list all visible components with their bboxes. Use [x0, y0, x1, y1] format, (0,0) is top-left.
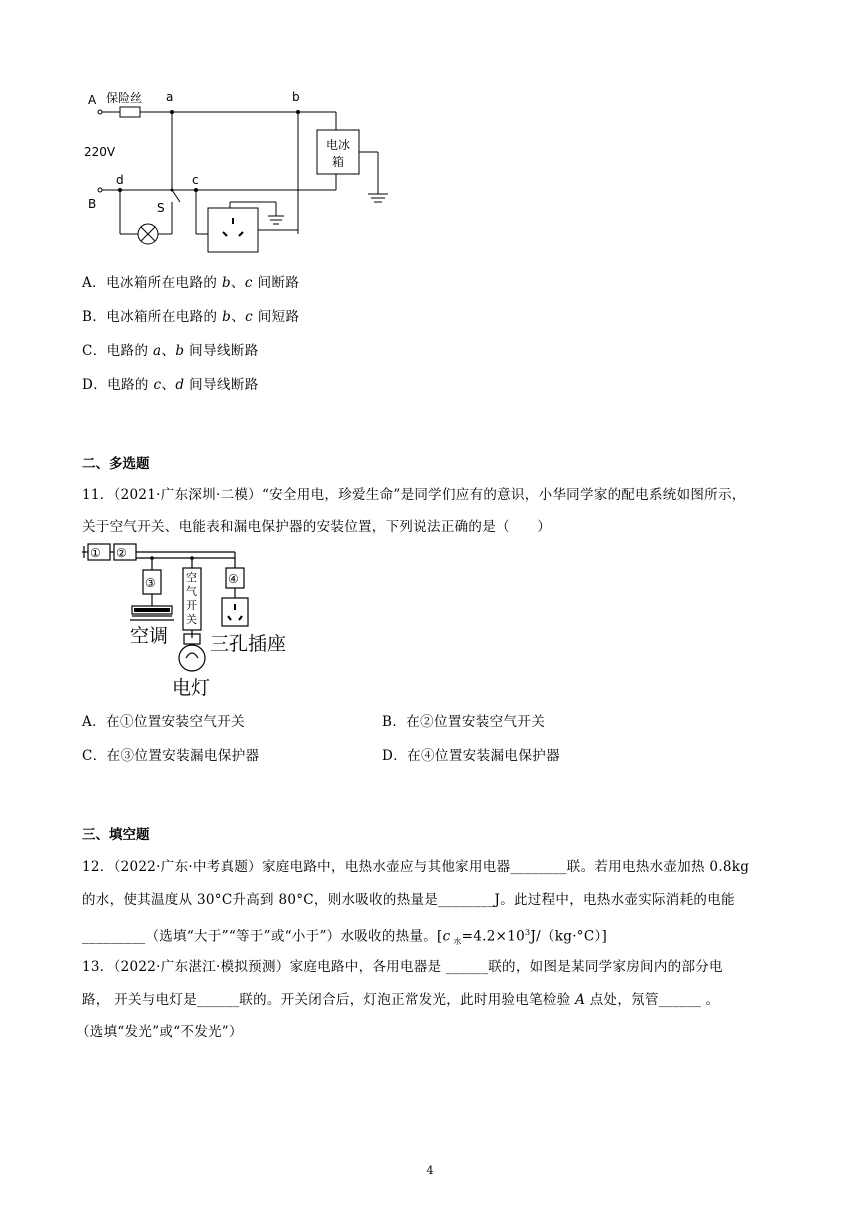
label-lamp: 电灯: [172, 677, 211, 699]
q12-text-line1: 12．（2022·广东·中考真题）家庭电路中，电热水壶应与其他家用电器________联。若用电热水壶加热 0.8kg: [82, 859, 750, 875]
q13-text-line3: （选填“发光”或“不发光”）: [76, 1024, 243, 1040]
q10-option-c: C．电路的 a、b 间导线断路: [82, 343, 259, 359]
circuit-diagram-1: [80, 84, 400, 260]
q11-text-line2: 关于空气开关、电能表和漏电保护器的安装位置，下列说法正确的是（ ）: [82, 519, 552, 535]
switch-char-2: 气: [186, 585, 197, 598]
label-fridge-2: 箱: [332, 155, 345, 169]
label-fridge-1: 电冰: [326, 138, 351, 152]
label-S: S: [157, 201, 165, 215]
q10-option-a: A．电冰箱所在电路的 b、c 间断路: [82, 275, 300, 291]
q12-text-line2: 的水，使其温度从 30°C升高到 80°C，则水吸收的热量是________J。此过程中，电热水壶实际消耗的电能: [82, 892, 735, 908]
label-c: c: [192, 173, 199, 187]
position-2: ②: [116, 546, 127, 560]
label-A: A: [88, 93, 97, 107]
q12-text-line3: _________（选填“大于”“等于”或“小于”）水吸收的热量。[c $_水=4.2\times 10^3J/(kg\cdot^\circ C)$]: [82, 928, 608, 947]
label-fuse: 保险丝: [106, 91, 143, 105]
switch-char-4: 关: [186, 613, 197, 626]
q11-text-line1: 11．（2021·广东深圳·二模）“安全用电，珍爱生命”是同学们应有的意识，小华同学家的配电系统如图所示，: [82, 487, 746, 503]
q13-text-line1: 13．（2022·广东湛江·模拟预测）家庭电路中，各用电器是 ______联的，如图是某同学家房间内的部分电: [82, 959, 723, 975]
distribution-diagram: [80, 542, 320, 702]
switch-char-3: 开: [186, 599, 197, 612]
q10-option-b: B．电冰箱所在电路的 b、c 间短路: [82, 309, 300, 325]
label-d: d: [116, 173, 124, 187]
q11-option-a: A．在①位置安装空气开关: [82, 714, 246, 730]
label-B: B: [88, 197, 97, 211]
switch-char-1: 空: [186, 571, 197, 584]
label-three-hole-socket: 三孔插座: [210, 633, 287, 655]
q11-option-b: B．在②位置安装空气开关: [382, 714, 546, 730]
label-air-conditioner: 空调: [130, 625, 169, 647]
q11-option-d: D．在④位置安装漏电保护器: [382, 748, 561, 764]
label-voltage: 220V: [84, 145, 116, 159]
q13-text-line2: 路， 开关与电灯是______联的。开关闭合后，灯泡正常发光，此时用验电笔检验 A 点处，氖管______ 。: [82, 992, 720, 1008]
page-number: 4: [426, 1164, 434, 1177]
position-3: ③: [145, 576, 156, 590]
section-title-multiple-choice: 二、多选题: [82, 456, 150, 472]
label-b: b: [292, 90, 300, 104]
q11-option-c: C．在③位置安装漏电保护器: [82, 748, 260, 764]
position-1: ①: [90, 546, 101, 560]
q10-option-d: D．电路的 c、d 间导线断路: [82, 377, 259, 393]
position-4: ④: [228, 572, 239, 586]
section-title-fill-in: 三、填空题: [82, 827, 150, 843]
label-a: a: [166, 90, 174, 104]
